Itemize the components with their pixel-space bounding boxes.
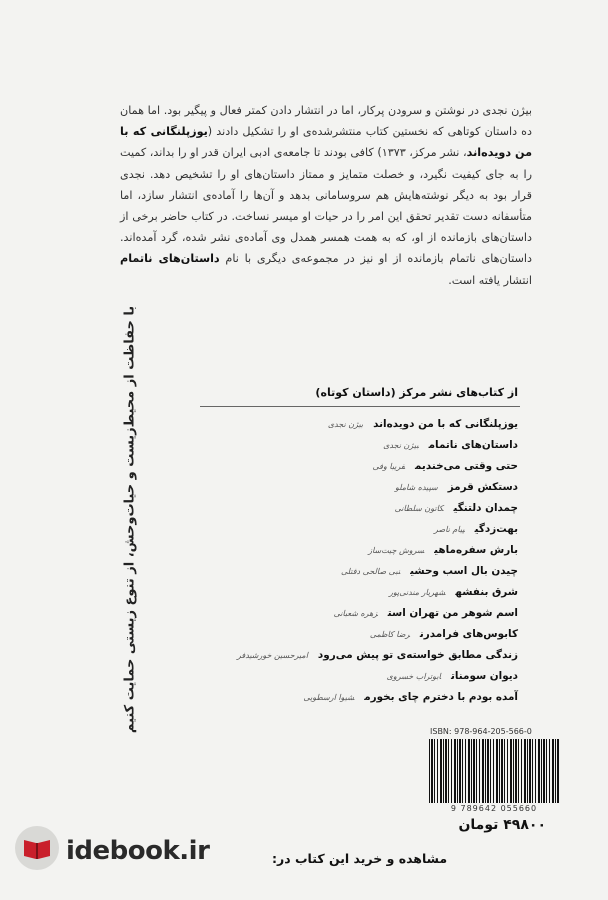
book-title: کابوس‌های فرامدرن bbox=[419, 628, 518, 640]
book-title: زندگی مطابق خواسته‌ی تو پیش می‌رود bbox=[317, 649, 518, 661]
list-item bbox=[178, 414, 518, 435]
list-item bbox=[178, 477, 518, 498]
list-heading: از کتاب‌های نشر مرکز (داستان کوتاه) bbox=[315, 386, 518, 399]
book-author: فریبا وفی bbox=[372, 462, 405, 471]
list-item bbox=[178, 519, 518, 540]
book-author: رضا کاظمی bbox=[369, 630, 410, 639]
list-divider bbox=[200, 406, 520, 407]
book-title: چمدان دلتنگی bbox=[453, 502, 518, 514]
book-author: بیژن نجدی bbox=[383, 441, 419, 450]
book-description bbox=[120, 100, 532, 291]
book-title: داستان‌های ناتمام bbox=[428, 439, 518, 451]
book-title: آمده بودم با دخترم چای بخورم bbox=[364, 691, 518, 703]
list-item bbox=[178, 540, 518, 561]
book-author: شهریار مندنی‌پور bbox=[389, 588, 446, 597]
list-item bbox=[178, 456, 518, 477]
book-title: شرق بنفشه bbox=[455, 586, 518, 598]
list-item bbox=[178, 624, 518, 645]
vertical-slogan: با حفاظت از محیط‌زیست و حیات‌وحش، از تنوع زیستی حمایت کنیم bbox=[122, 305, 138, 734]
book-title-2: داستان‌های ناتمام bbox=[120, 252, 220, 266]
barcode-number: 9 789642 055660 bbox=[450, 804, 538, 813]
book-author: نبی صالحی دفتلی bbox=[340, 567, 401, 576]
list-item bbox=[178, 561, 518, 582]
list-item bbox=[178, 645, 518, 666]
price: ۴۹۸۰۰ تومان bbox=[458, 817, 546, 833]
list-item bbox=[178, 603, 518, 624]
isbn-label: ISBN: 978-964-205-566-0 bbox=[430, 727, 532, 736]
description-text-3: انتشار یافته است. bbox=[448, 273, 532, 287]
book-author: سپیده شاملو bbox=[395, 483, 438, 492]
book-title: دستکش قرمز bbox=[447, 481, 518, 493]
book-author: سروش چیت‌ساز bbox=[368, 546, 425, 555]
book-title-1: یوزپلنگانی که با من دویده‌اند bbox=[120, 125, 532, 160]
barcode bbox=[429, 739, 559, 803]
description-text-2: ، نشر مرکز، ۱۳۷۳) کافی بودند تا جامعه‌ی ادبی ایران قدر او را بداند، کمیت را به جای کیفیت نگیرد، و خصلت متمایز و ممتاز داستان‌های او را تشخیص دهد. نجدی قرار بود به دیگر نوشته‌هایش هم سروسامانی بدهد و آن‌ها را آماده‌ی انتشار سازد، اما متأسفانه دست تقدیر تحقق این امر را در حیات او میسر نساخت. در کتاب حاضر برخی از داستان‌های بازمانده از او، که به همت همسر همدل وی آماده‌ی نشر شده، گرد آمده‌اند. داستان‌های ناتمام بازمانده از او نیز در مجموعه‌ی دیگری با نام bbox=[120, 146, 532, 266]
book-title: چیدن بال اسب وحشی bbox=[410, 565, 518, 577]
book-list bbox=[178, 414, 518, 708]
list-item bbox=[178, 582, 518, 603]
book-author: شیوا ارسطویی bbox=[303, 693, 355, 702]
book-title: حتی وقتی می‌خندیم bbox=[414, 460, 518, 472]
idebook-book-icon bbox=[14, 825, 60, 871]
book-author: امیرحسین خورشیدفر bbox=[236, 651, 308, 660]
cta-text: مشاهده و خرید این کتاب در: bbox=[272, 851, 448, 866]
list-item bbox=[178, 435, 518, 456]
book-author: ابوتراب خسروی bbox=[386, 672, 441, 681]
list-item bbox=[178, 666, 518, 687]
description-text: بیژن نجدی در نوشتن و سرودن پرکار، اما در انتشار دادن کمتر فعال و پیگیر بود. اما همان ده داستان کوتاهی که نخستین کتاب منتشرشده‌ی او را تشکیل دادند ( bbox=[120, 104, 532, 139]
book-title: بهت‌زدگی bbox=[474, 523, 518, 535]
book-title: بارش سفره‌ماهی bbox=[434, 544, 518, 556]
book-author: کاتون سلطانی bbox=[394, 504, 444, 513]
book-title: دیوان سومنات bbox=[450, 670, 518, 682]
book-author: زهره شعبانی bbox=[333, 609, 378, 618]
book-title: یوزپلنگانی که با من دویده‌اند bbox=[373, 418, 518, 430]
list-item bbox=[178, 498, 518, 519]
book-author: پیام ناصر bbox=[434, 525, 465, 534]
book-author: بیژن نجدی bbox=[327, 420, 364, 429]
list-item bbox=[178, 687, 518, 708]
brand-logo[interactable]: idebook.ir bbox=[66, 836, 210, 866]
book-title: اسم شوهر من تهران است bbox=[387, 607, 518, 619]
